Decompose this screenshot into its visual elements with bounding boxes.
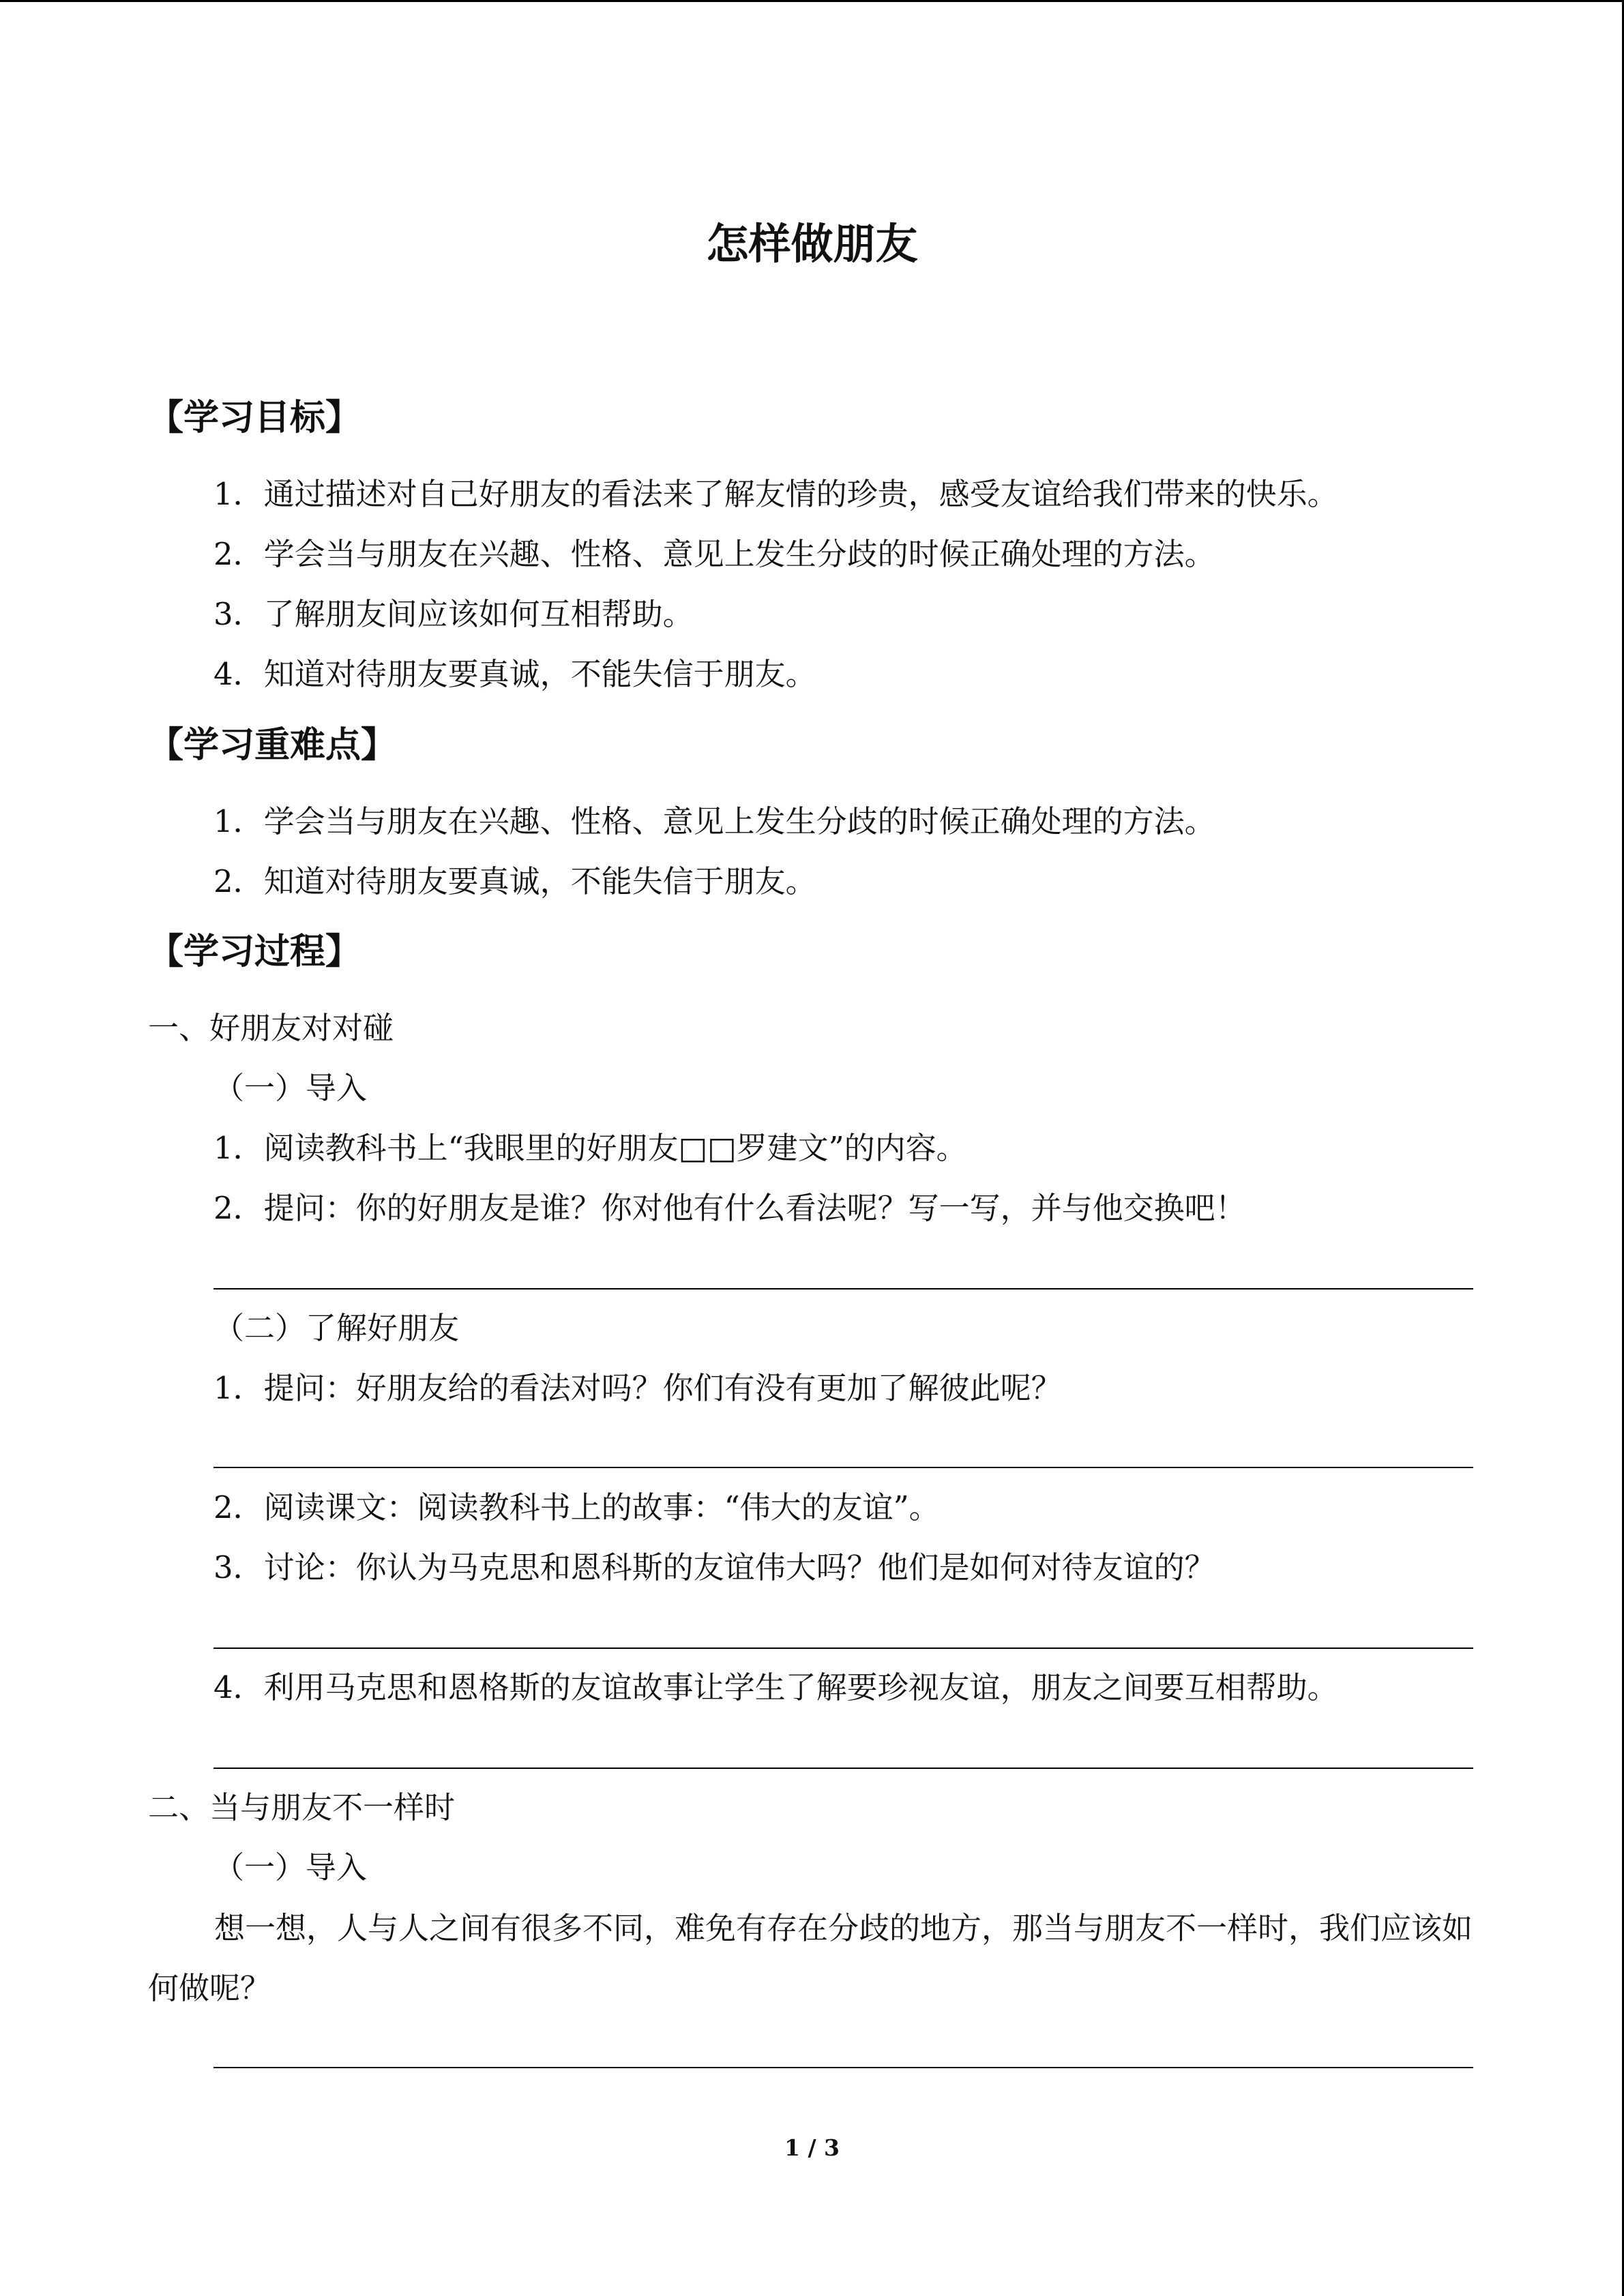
goal-item-2: 2．学会当与朋友在兴趣、性格、意见上发生分歧的时候正确处理的方法。: [213, 536, 1215, 572]
goal-item-1: 1．通过描述对自己好朋友的看法来了解友情的珍贵，感受友谊给我们带来的快乐。: [213, 476, 1338, 512]
section-heading-keypoints: 【学习重难点】: [148, 724, 397, 766]
answer-line: [213, 2067, 1473, 2068]
part1-sub2-item-3: 3．讨论：你认为马克思和恩科斯的友谊伟大吗？他们是如何对待友谊的？: [213, 1549, 1215, 1585]
part2-sub1-heading: （一）导入: [213, 1849, 368, 1885]
part1-sub2-item-4: 4．利用马克思和恩格斯的友谊故事让学生了解要珍视友谊，朋友之间要互相帮助。: [213, 1669, 1338, 1705]
keypoint-item-1: 1．学会当与朋友在兴趣、性格、意见上发生分歧的时候正确处理的方法。: [213, 803, 1215, 839]
part1-sub1-item-2: 2．提问：你的好朋友是谁？你对他有什么看法呢？写一写，并与他交换吧！: [213, 1190, 1246, 1226]
part2-sub1-paragraph: 想一想，人与人之间有很多不同，难免有存在分歧的地方，那当与朋友不一样时，我们应该如何做呢？: [148, 1910, 1473, 2006]
part1-sub1-item-1: 1．阅读教科书上“我眼里的好朋友□□罗建文”的内容。: [213, 1130, 967, 1166]
answer-line: [213, 1467, 1473, 1468]
section-heading-goals: 【学习目标】: [148, 397, 361, 438]
part1-sub2-item-2: 2．阅读课文：阅读教科书上的故事：“伟大的友谊”。: [213, 1489, 940, 1525]
answer-line: [213, 1648, 1473, 1649]
part1-sub2-item-1: 1．提问：好朋友给的看法对吗？你们有没有更加了解彼此呢？: [213, 1370, 1062, 1406]
keypoint-item-2: 2．知道对待朋友要真诚，不能失信于朋友。: [213, 863, 816, 899]
document-title: 怎样做朋友: [706, 219, 918, 269]
part2-heading: 二、当与朋友不一样时: [148, 1789, 456, 1825]
page-number: 1 / 3: [784, 2134, 840, 2161]
answer-line: [213, 1288, 1473, 1289]
page-border-top: [0, 0, 1624, 2]
goal-item-3: 3．了解朋友间应该如何互相帮助。: [213, 596, 694, 632]
section-heading-process: 【学习过程】: [148, 931, 361, 972]
part1-sub2-heading: （二）了解好朋友: [213, 1310, 460, 1346]
answer-line: [213, 1768, 1473, 1769]
part1-heading: 一、好朋友对对碰: [148, 1010, 394, 1046]
goal-item-4: 4．知道对待朋友要真诚，不能失信于朋友。: [213, 656, 816, 692]
part1-sub1-heading: （一）导入: [213, 1070, 368, 1106]
